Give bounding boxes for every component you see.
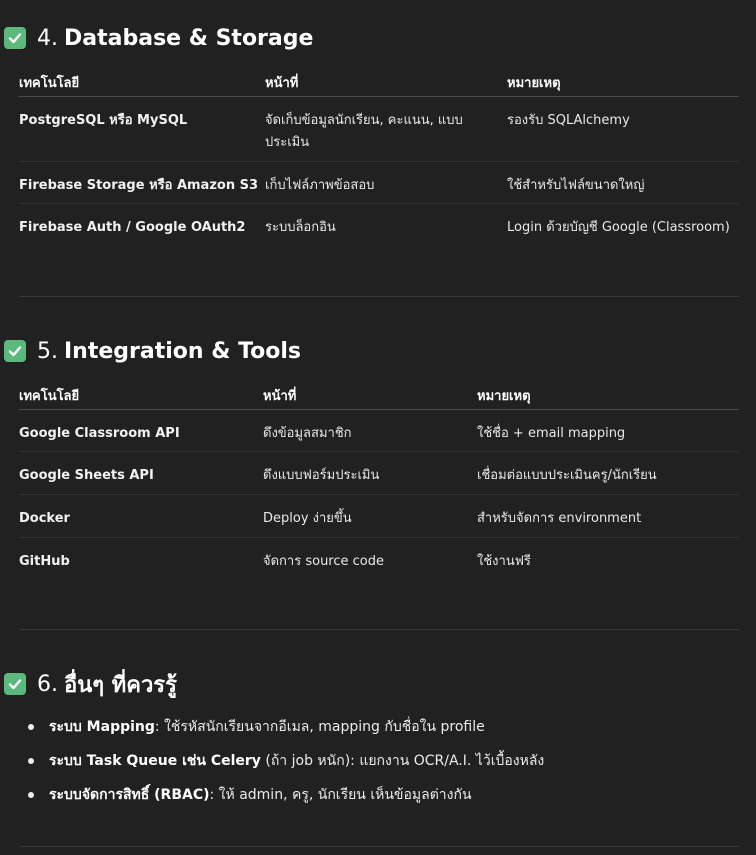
item-text: (ถ้า job หนัก): แยกงาน OCR/A.I. ไว้เบื้องหลัง (260, 753, 545, 769)
cell-role: ดึงข้อมูลสมาชิก (263, 410, 477, 452)
cell-note: เชื่อมต่อแบบประเมินครู/นักเรียน (477, 452, 739, 495)
section-other-notes (19, 668, 739, 818)
header-note: หมายเหตุ (477, 381, 739, 410)
cell-role: จัดเก็บข้อมูลนักเรียน, คะแนน, แบบประเมิน (265, 97, 507, 162)
header-role: หน้าที่ (265, 68, 507, 97)
notes-list (19, 716, 739, 818)
table-row (19, 452, 739, 495)
table-header-row (19, 381, 739, 410)
bullet-icon (28, 758, 34, 764)
cell-technology: Firebase Auth / Google OAuth2 (19, 220, 246, 235)
cell-note: ใช้งานฟรี (477, 554, 531, 569)
cell-technology: Firebase Storage หรือ Amazon S3 (19, 162, 265, 204)
list-item (19, 750, 739, 784)
cell-note: Login ด้วยบัญชี Google (Classroom) (507, 220, 730, 235)
cell-role: ดึงแบบฟอร์มประเมิน (263, 452, 477, 495)
section-number: 4. (37, 25, 58, 51)
divider (19, 846, 739, 847)
item-label: ระบบ Task Queue เช่น Celery (49, 753, 261, 769)
bullet-icon (28, 724, 34, 730)
list-item (19, 716, 739, 750)
check-mark-icon (4, 340, 26, 362)
section-title (0, 22, 739, 54)
section-heading: Database & Storage (64, 25, 314, 51)
check-mark-icon (4, 27, 26, 49)
cell-note: ใช้ชื่อ + email mapping (477, 410, 739, 452)
section-title (0, 335, 739, 367)
cell-role: ระบบล็อกอิน (265, 220, 336, 235)
cell-technology: Docker (19, 495, 263, 538)
item-text: : ให้ admin, ครู, นักเรียน เห็นข้อมูลต่างกัน (209, 787, 472, 803)
item-text: : ใช้รหัสนักเรียนจากอีเมล, mapping กับชื่อใน profile (154, 719, 485, 735)
section-heading: Integration & Tools (64, 338, 302, 364)
table-row (19, 162, 739, 204)
divider (19, 629, 739, 630)
section-heading: อื่นๆ ที่ควรรู้ (64, 672, 177, 698)
section-database-storage (19, 22, 739, 246)
table-row (19, 495, 739, 538)
integration-tools-table (19, 381, 739, 580)
section-integration-tools (19, 335, 739, 580)
header-role: หน้าที่ (263, 381, 477, 410)
header-technology: เทคโนโลยี (19, 381, 263, 410)
bullet-icon (28, 792, 34, 798)
check-mark-icon (4, 673, 26, 695)
table-row (19, 97, 739, 162)
divider (19, 296, 739, 297)
cell-technology: PostgreSQL หรือ MySQL (19, 97, 265, 162)
table-row (19, 410, 739, 452)
cell-technology: Google Sheets API (19, 452, 263, 495)
cell-role: เก็บไฟล์ภาพข้อสอบ (265, 162, 507, 204)
list-item (19, 784, 739, 818)
item-label: ระบบจัดการสิทธิ์ (RBAC) (49, 787, 210, 803)
cell-role: จัดการ source code (263, 554, 384, 569)
cell-technology: GitHub (19, 554, 70, 569)
cell-note: รองรับ SQLAlchemy (507, 97, 739, 162)
table-row (19, 204, 739, 246)
cell-technology: Google Classroom API (19, 410, 263, 452)
database-storage-table (19, 68, 739, 246)
table-row (19, 538, 739, 580)
section-number: 6. (37, 671, 58, 697)
cell-note: ใช้สำหรับไฟล์ขนาดใหญ่ (507, 162, 739, 204)
table-header-row (19, 68, 739, 97)
section-title (0, 668, 739, 700)
header-note: หมายเหตุ (507, 68, 739, 97)
header-technology: เทคโนโลยี (19, 68, 265, 97)
section-number: 5. (37, 338, 58, 364)
cell-role: Deploy ง่ายขึ้น (263, 495, 477, 538)
cell-note: สำหรับจัดการ environment (477, 495, 739, 538)
item-label: ระบบ Mapping (49, 719, 155, 735)
